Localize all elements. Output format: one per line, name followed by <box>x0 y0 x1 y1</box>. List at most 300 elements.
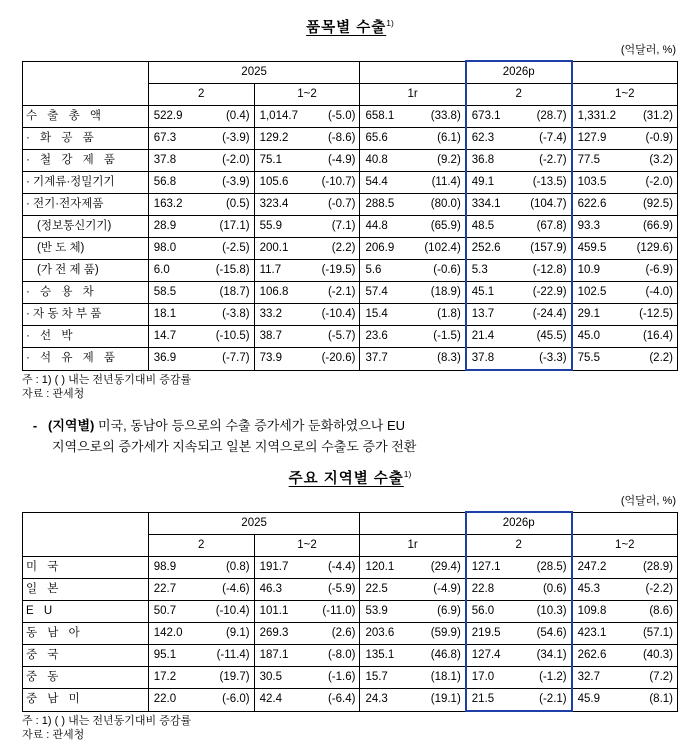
table2-corner-cell <box>23 512 149 557</box>
value: 38.7 <box>259 330 282 342</box>
value: 522.9 <box>153 110 183 122</box>
table-row <box>23 623 678 645</box>
table1-cell <box>148 128 254 150</box>
table1-header-row-year <box>23 61 678 84</box>
table-row <box>23 304 678 326</box>
table2-cell <box>148 579 254 601</box>
pct: (17.1) <box>219 220 250 232</box>
value: 21.5 <box>471 693 495 705</box>
pct: (65.9) <box>430 220 461 232</box>
value: 98.0 <box>153 242 177 254</box>
table2-row-label: 중 남 미 <box>23 689 149 712</box>
pct: (-8.0) <box>327 649 356 661</box>
table2-cell <box>360 689 466 712</box>
pct: (-10.4) <box>321 308 356 320</box>
table1-corner-cell <box>23 61 149 106</box>
pct: (-11.0) <box>322 605 356 617</box>
value: 93.3 <box>577 220 601 232</box>
table2-year-spacer <box>360 512 466 535</box>
pct: (-0.9) <box>645 132 673 144</box>
table2-header-row-year <box>23 512 678 535</box>
table2-row-label: E U <box>23 601 149 623</box>
pct: (7.1) <box>331 220 356 232</box>
value: 67.3 <box>153 132 177 144</box>
pct: (157.9) <box>530 242 567 254</box>
value: 203.6 <box>365 627 395 639</box>
value: 45.0 <box>577 330 601 342</box>
pct: (19.7) <box>219 671 250 683</box>
pct: (-0.7) <box>327 198 356 210</box>
table1-title <box>22 16 678 37</box>
table1-cell <box>466 304 572 326</box>
table1-col-2025-1-2: 1~2 <box>254 84 360 106</box>
table-row <box>23 172 678 194</box>
table2-title-footnote: 1) <box>403 469 412 480</box>
pct: (8.1) <box>649 693 673 706</box>
value: 191.7 <box>259 561 289 573</box>
value: 102.5 <box>577 286 607 298</box>
value: 53.9 <box>365 605 388 617</box>
table1-row-label: (반 도 체) <box>23 238 149 260</box>
table2-title-text: 주요 지역별 수출 <box>288 471 404 487</box>
table2-year-2026p: 2026p <box>466 512 572 535</box>
table2-row-label: 동 남 아 <box>23 623 149 645</box>
pct: (-8.6) <box>327 132 356 144</box>
table2-note-1: 주 : 1) ( ) 내는 전년동기대비 증감률 <box>22 715 192 727</box>
value: 40.8 <box>365 154 388 166</box>
table2-cell <box>360 667 466 689</box>
table1-row-label: · 석 유 제 품 <box>23 348 149 371</box>
pct: (80.0) <box>430 198 461 210</box>
table2-cell <box>360 601 466 623</box>
table-row <box>23 238 678 260</box>
pct: (28.9) <box>642 561 673 573</box>
value: 32.7 <box>577 671 601 683</box>
value: 22.0 <box>153 693 177 706</box>
table1-cell <box>148 348 254 371</box>
value: 127.9 <box>577 132 607 144</box>
table2-cell <box>148 667 254 689</box>
table1-cell <box>466 282 572 304</box>
paragraph-line1: 미국, 동남아 등으로의 수출 증가세가 둔화하였으나 EU <box>97 418 406 433</box>
value: 187.1 <box>259 649 289 661</box>
table1-cell <box>572 172 678 194</box>
regional-summary-paragraph <box>22 415 678 457</box>
pct: (104.7) <box>530 198 567 210</box>
table1-cell <box>254 216 360 238</box>
value: 1,331.2 <box>577 110 616 122</box>
table2-cell <box>148 623 254 645</box>
table1-cell <box>254 304 360 326</box>
table2-cell <box>254 645 360 667</box>
table1-exports-by-item <box>22 60 678 371</box>
table1-note-2: 자료 : 관세청 <box>22 388 85 400</box>
table1-year-spacer <box>360 61 466 84</box>
pct: (-4.0) <box>645 286 673 298</box>
table-row <box>23 282 678 304</box>
table-row <box>23 579 678 601</box>
pct: (6.1) <box>437 132 461 144</box>
pct: (-12.5) <box>639 308 673 320</box>
value: 103.5 <box>577 176 607 188</box>
table1-cell <box>254 282 360 304</box>
value: 423.1 <box>577 627 607 639</box>
value: 109.8 <box>577 605 607 617</box>
pct: (-20.6) <box>321 352 356 365</box>
pct: (-24.4) <box>532 308 567 320</box>
table1-cell <box>572 194 678 216</box>
pct: (-2.0) <box>222 154 250 166</box>
value: 269.3 <box>259 627 289 639</box>
table2-cell <box>254 689 360 712</box>
value: 101.1 <box>259 605 289 617</box>
table-row <box>23 216 678 238</box>
value: 127.1 <box>471 561 501 573</box>
table2-cell <box>148 601 254 623</box>
table2-cell <box>572 645 678 667</box>
table1-cell <box>572 282 678 304</box>
value: 44.8 <box>365 220 388 232</box>
value: 10.9 <box>577 264 601 276</box>
table1-cell <box>360 326 466 348</box>
value: 22.8 <box>471 583 495 595</box>
table2-cell <box>466 579 572 601</box>
table1-cell <box>466 106 572 128</box>
value: 252.6 <box>471 242 501 254</box>
value: 17.0 <box>471 671 495 683</box>
value: 288.5 <box>365 198 395 210</box>
table1-cell <box>148 172 254 194</box>
pct: (-1.2) <box>539 671 567 683</box>
table1-cell <box>466 150 572 172</box>
value: 95.1 <box>153 649 177 661</box>
pct: (-7.4) <box>539 132 567 144</box>
pct: (8.6) <box>649 605 673 617</box>
table1-row-label: (가 전 제 품) <box>23 260 149 282</box>
table2-cell <box>254 601 360 623</box>
value: 73.9 <box>259 352 282 365</box>
value: 15.4 <box>365 308 388 320</box>
pct: (-4.9) <box>327 154 356 166</box>
value: 45.3 <box>577 583 601 595</box>
table2-cell <box>360 645 466 667</box>
value: 135.1 <box>365 649 395 661</box>
value: 33.2 <box>259 308 282 320</box>
table1-cell <box>254 194 360 216</box>
table1-cell <box>466 260 572 282</box>
table2-col-2025-2: 2 <box>148 535 254 557</box>
value: 163.2 <box>153 198 183 210</box>
table2-cell <box>148 645 254 667</box>
value: 37.7 <box>365 352 388 365</box>
value: 62.3 <box>471 132 495 144</box>
table1-note-1: 주 : 1) ( ) 내는 전년동기대비 증감률 <box>22 374 192 386</box>
table1-row-label: · 철 강 제 품 <box>23 150 149 172</box>
table1-cell <box>148 106 254 128</box>
table1-cell <box>360 194 466 216</box>
table2-col-2026-2: 2 <box>466 535 572 557</box>
value: 219.5 <box>471 627 501 639</box>
table1-row-label: · 자 동 차 부 품 <box>23 304 149 326</box>
table2-cell <box>466 601 572 623</box>
value: 56.0 <box>471 605 495 617</box>
value: 15.7 <box>365 671 388 683</box>
pct: (-19.5) <box>321 264 356 276</box>
table2-note-2: 자료 : 관세청 <box>22 729 85 741</box>
table2-cell <box>466 689 572 712</box>
table2-cell <box>572 579 678 601</box>
table-row <box>23 260 678 282</box>
table2-cell <box>466 667 572 689</box>
table2-year-spacer2 <box>572 512 678 535</box>
value: 142.0 <box>153 627 183 639</box>
pct: (-15.8) <box>215 264 250 276</box>
table1-cell <box>466 238 572 260</box>
pct: (-5.9) <box>327 583 356 595</box>
table-row <box>23 194 678 216</box>
value: 127.4 <box>471 649 501 661</box>
value: 18.1 <box>153 308 177 320</box>
table1-cell <box>466 216 572 238</box>
pct: (46.8) <box>430 649 461 661</box>
table1-cell <box>148 238 254 260</box>
value: 58.5 <box>153 286 177 298</box>
value: 22.5 <box>365 583 388 595</box>
pct: (-13.5) <box>532 176 567 188</box>
value: 323.4 <box>259 198 289 210</box>
value: 106.8 <box>259 286 289 298</box>
table2-cell <box>360 557 466 579</box>
pct: (-5.7) <box>327 330 356 342</box>
table2-cell <box>360 623 466 645</box>
pct: (45.5) <box>536 330 567 342</box>
pct: (2.6) <box>331 627 356 639</box>
value: 262.6 <box>577 649 607 661</box>
value: 129.2 <box>259 132 289 144</box>
value: 65.6 <box>365 132 388 144</box>
table1-cell <box>254 106 360 128</box>
pct: (19.1) <box>430 693 461 706</box>
pct: (-1.5) <box>433 330 461 342</box>
pct: (-6.4) <box>327 693 356 706</box>
table1-cell <box>360 150 466 172</box>
value: 658.1 <box>365 110 395 122</box>
table2-row-label: 중 동 <box>23 667 149 689</box>
value: 247.2 <box>577 561 607 573</box>
table2-cell <box>466 645 572 667</box>
value: 24.3 <box>365 693 388 706</box>
table1-cell <box>572 260 678 282</box>
value: 13.7 <box>471 308 495 320</box>
value: 14.7 <box>153 330 177 342</box>
table2-cell <box>360 579 466 601</box>
pct: (3.2) <box>649 154 673 166</box>
table1-year-spacer2 <box>572 61 678 84</box>
table2-cell <box>572 689 678 712</box>
table1-cell <box>360 348 466 371</box>
table1-cell <box>254 348 360 371</box>
pct: (2.2) <box>649 352 673 365</box>
pct: (-12.8) <box>532 264 567 276</box>
pct: (9.1) <box>225 627 250 639</box>
value: 200.1 <box>259 242 289 254</box>
value: 6.0 <box>153 264 170 276</box>
table2-cell <box>254 623 360 645</box>
table2-cell <box>466 557 572 579</box>
pct: (-3.8) <box>222 308 250 320</box>
table1-cell <box>148 216 254 238</box>
table1-cell <box>572 238 678 260</box>
value: 50.7 <box>153 605 177 617</box>
pct: (0.5) <box>225 198 250 210</box>
table2-row-label: 일 본 <box>23 579 149 601</box>
value: 28.9 <box>153 220 177 232</box>
table1-cell <box>572 326 678 348</box>
table1-cell <box>148 194 254 216</box>
pct: (-6.9) <box>645 264 673 276</box>
table-row <box>23 106 678 128</box>
value: 48.5 <box>471 220 495 232</box>
pct: (-1.6) <box>327 671 356 683</box>
value: 98.9 <box>153 561 177 573</box>
pct: (-0.6) <box>433 264 461 276</box>
value: 1,014.7 <box>259 110 298 122</box>
table1-cell <box>572 304 678 326</box>
value: 37.8 <box>153 154 177 166</box>
table2-cell <box>572 623 678 645</box>
pct: (40.3) <box>642 649 673 661</box>
table2-row-label: 미 국 <box>23 557 149 579</box>
value: 36.8 <box>471 154 495 166</box>
pct: (28.7) <box>536 110 567 122</box>
table2-col-2026-1r: 1r <box>360 535 466 557</box>
table1-cell <box>466 128 572 150</box>
table2-cell <box>254 557 360 579</box>
pct: (11.4) <box>431 176 461 188</box>
table2-cell <box>572 557 678 579</box>
table1-cell <box>254 326 360 348</box>
table1-row-label: · 승 용 차 <box>23 282 149 304</box>
table1-row-label: · 전기·전자제품 <box>23 194 149 216</box>
value: 30.5 <box>259 671 282 683</box>
table1-cell <box>572 150 678 172</box>
pct: (9.2) <box>437 154 461 166</box>
table1-row-label: (정보통신기기) <box>23 216 149 238</box>
pct: (54.6) <box>536 627 567 639</box>
table1-year-2025: 2025 <box>148 61 360 84</box>
pct: (-5.0) <box>327 110 356 122</box>
value: 75.5 <box>577 352 601 365</box>
pct: (-2.0) <box>645 176 673 188</box>
value: 5.3 <box>471 264 488 276</box>
table1-col-2025-2: 2 <box>148 84 254 106</box>
table1-title-footnote: 1) <box>386 18 394 29</box>
value: 57.4 <box>365 286 388 298</box>
table1-cell <box>254 128 360 150</box>
table1-notes <box>22 373 678 401</box>
table1-row-label: · 기계류·정밀기기 <box>23 172 149 194</box>
table1-cell <box>254 260 360 282</box>
value: 45.9 <box>577 693 601 706</box>
value: 54.4 <box>365 176 388 188</box>
value: 120.1 <box>365 561 395 573</box>
value: 46.3 <box>259 583 282 595</box>
table1-row-label: · 선 박 <box>23 326 149 348</box>
table2-title <box>22 467 678 488</box>
table1-col-2026-2: 2 <box>466 84 572 106</box>
table2-cell <box>254 579 360 601</box>
pct: (-10.4) <box>215 605 250 617</box>
table1-cell <box>572 128 678 150</box>
pct: (102.4) <box>424 242 461 254</box>
pct: (29.4) <box>430 561 461 573</box>
pct: (18.1) <box>430 671 461 683</box>
table1-cell <box>254 172 360 194</box>
table-row <box>23 645 678 667</box>
pct: (-7.7) <box>222 352 250 365</box>
value: 5.6 <box>365 264 382 276</box>
table1-cell <box>466 348 572 371</box>
table2-cell <box>572 667 678 689</box>
pct: (-6.0) <box>222 693 250 706</box>
table2-year-2025: 2025 <box>148 512 360 535</box>
table-row <box>23 150 678 172</box>
pct: (0.8) <box>225 561 250 573</box>
paragraph-line2: 지역으로의 증가세가 지속되고 일본 지역으로의 수출도 증가 전환 <box>52 439 417 454</box>
value: 37.8 <box>471 352 495 364</box>
table-row <box>23 128 678 150</box>
table-row <box>23 601 678 623</box>
pct: (-2.1) <box>539 693 567 705</box>
table1-title-text: 품목별 수출 <box>306 20 387 36</box>
table2-cell <box>572 601 678 623</box>
table-row <box>23 557 678 579</box>
pct: (67.8) <box>536 220 567 232</box>
pct: (-22.9) <box>532 286 567 298</box>
pct: (-10.5) <box>215 330 250 342</box>
table1-row-label: · 화 공 품 <box>23 128 149 150</box>
pct: (8.3) <box>437 352 461 365</box>
table1-year-2026p: 2026p <box>466 61 572 84</box>
table1-cell <box>466 326 572 348</box>
pct: (0.4) <box>225 110 250 122</box>
table2-col-2025-1-2: 1~2 <box>254 535 360 557</box>
pct: (18.7) <box>219 286 250 298</box>
value: 17.2 <box>153 671 177 683</box>
table2-unit: (억달러, %) <box>620 495 676 507</box>
value: 206.9 <box>365 242 395 254</box>
pct: (0.6) <box>542 583 567 595</box>
table2-cell <box>466 623 572 645</box>
table2-notes <box>22 714 678 742</box>
value: 459.5 <box>577 242 607 254</box>
value: 77.5 <box>577 154 601 166</box>
pct: (-3.3) <box>539 352 567 364</box>
table1-row-label: 수 출 총 액 <box>23 106 149 128</box>
table1-cell <box>466 172 572 194</box>
pct: (28.5) <box>536 561 567 573</box>
table1-cell <box>466 194 572 216</box>
table1-cell <box>360 304 466 326</box>
table1-cell <box>360 128 466 150</box>
pct: (59.9) <box>430 627 461 639</box>
table1-cell <box>360 106 466 128</box>
pct: (-11.4) <box>216 649 250 661</box>
table-row <box>23 326 678 348</box>
table2-exports-by-region <box>22 511 678 712</box>
pct: (2.2) <box>331 242 356 254</box>
pct: (18.9) <box>430 286 461 298</box>
